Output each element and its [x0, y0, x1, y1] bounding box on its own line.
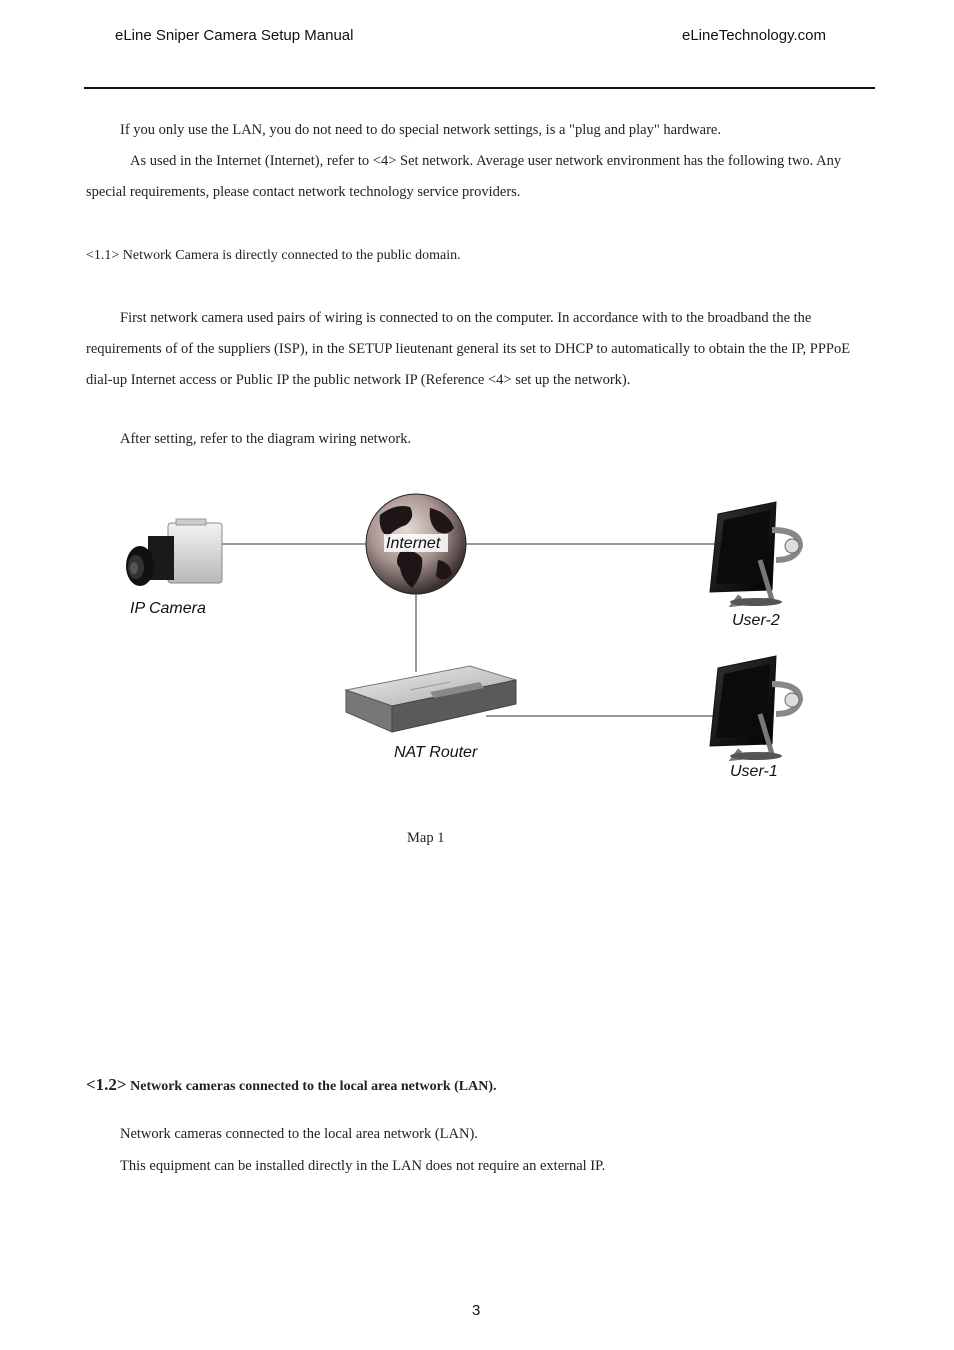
ip-camera-icon — [126, 519, 222, 586]
ip-camera-label: IP Camera — [130, 600, 206, 617]
nat-router-icon — [346, 666, 516, 732]
section-number: <1.2> — [86, 1075, 127, 1094]
subsection-1-1-heading: <1.1> Network Camera is directly connected to the public domain. — [86, 248, 461, 263]
paragraph-lan-connection: Network cameras connected to the local area network (LAN). — [120, 1126, 478, 1142]
paragraph-wiring: First network camera used pairs of wiring is connected to on the computer. In accordance with to the broadband the the requirements of of the suppliers (ISP), in the SETUP lieutenant general its set to DHCP to automatically to obtain the the IP, PPPoE dial-up Internet access or Public IP the public network IP (Reference <4> set up the network). — [86, 310, 851, 388]
user-2-label: User-2 — [732, 612, 780, 629]
section-title: Network cameras connected to the local area network (LAN). — [130, 1079, 497, 1094]
nat-router-label: NAT Router — [394, 744, 478, 761]
header-website: eLineTechnology.com — [682, 27, 826, 44]
user-1-monitor-icon — [710, 656, 800, 760]
paragraph-internet: As used in the Internet (Internet), refer to <4> Set network. Average user network environment has the following two. Any special requirements, please contact network technology service providers. — [86, 153, 842, 200]
header-title: eLine Sniper Camera Setup Manual — [115, 27, 354, 44]
page-number: 3 — [472, 1302, 481, 1319]
paragraph-after-setting: After setting, refer to the diagram wiring network. — [120, 431, 412, 447]
user-2-monitor-icon — [710, 502, 800, 606]
internet-label: Internet — [386, 535, 441, 552]
user-1-label: User-1 — [730, 763, 778, 780]
paragraph-no-external-ip: This equipment can be installed directly in the LAN does not require an external IP. — [120, 1158, 606, 1174]
section-1-2-heading — [86, 1075, 497, 1095]
diagram-caption: Map 1 — [407, 830, 445, 846]
paragraph-lan: If you only use the LAN, you do not need to do special network settings, is a "plug and play" hardware. — [120, 122, 721, 138]
